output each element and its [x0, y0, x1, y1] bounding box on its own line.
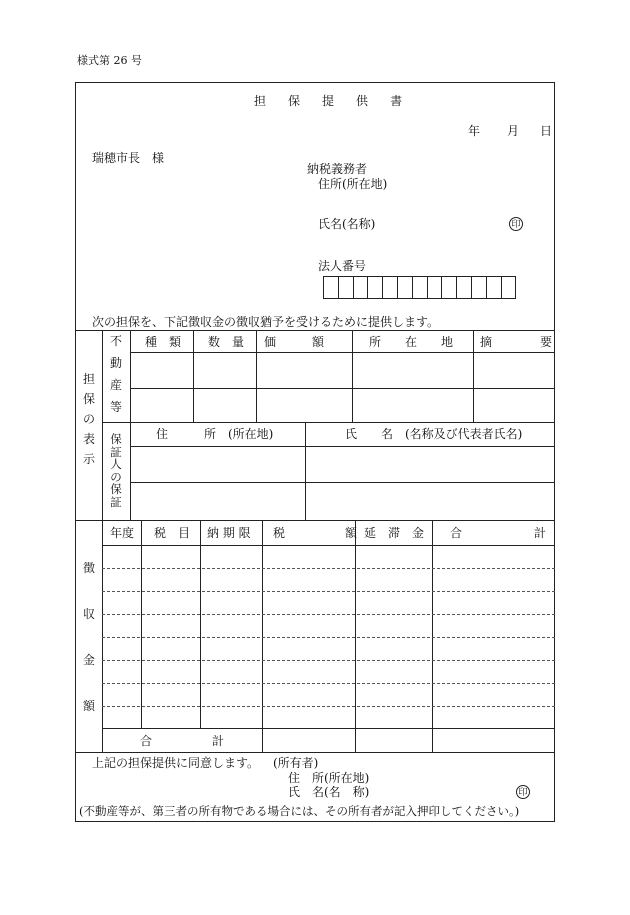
coll-header-late-fee: 延 滞 金: [364, 526, 425, 540]
taxpayer-address-label: 住所(所在地): [318, 177, 388, 191]
col-header-type: 種 類: [145, 335, 182, 349]
corp-number-box[interactable]: [427, 276, 443, 299]
form-frame: [75, 82, 555, 822]
corp-number-box[interactable]: [471, 276, 487, 299]
date-month: 月: [507, 124, 520, 138]
guarantor-header-name: 氏 名 (名称及び代表者氏名): [345, 427, 523, 441]
addressee: 瑞穂市長 様: [92, 151, 165, 165]
corp-number-box[interactable]: [382, 276, 398, 299]
taxpayer-role: 納税義務者: [307, 162, 368, 176]
owner-seal-icon: 印: [516, 785, 530, 799]
owner-address-label: 住 所(所在地): [288, 771, 370, 785]
corp-number-box[interactable]: [501, 276, 517, 299]
col-header-location: 所 在 地: [369, 335, 454, 349]
corp-number-box[interactable]: [367, 276, 383, 299]
corp-number-box[interactable]: [323, 276, 339, 299]
coll-header-due-date: 納 期 限: [207, 526, 251, 540]
guarantor-header-address: 住 所 (所在地): [156, 427, 274, 441]
owner-label: (所有者): [273, 756, 319, 770]
page-title: 担 保 提 供 書: [254, 94, 403, 108]
footnote: (不動産等が、第三者の所有物である場合には、その所有者が記入押印してください。): [79, 804, 520, 818]
corp-number-box[interactable]: [397, 276, 413, 299]
corp-number-box[interactable]: [338, 276, 354, 299]
corp-number-box[interactable]: [441, 276, 457, 299]
corp-number-box[interactable]: [412, 276, 428, 299]
coll-header-tax-amount: 税 額: [273, 526, 358, 540]
collateral-side-label: 担 保 の 表 示: [82, 372, 95, 466]
date-year: 年: [468, 124, 481, 138]
real-estate-label: 不 動 産 等: [109, 334, 122, 414]
corp-number-box[interactable]: [456, 276, 472, 299]
seal-icon: 印: [509, 217, 523, 231]
coll-header-total: 合 計: [450, 526, 547, 540]
collection-side-label: 徴 収 金 額: [82, 561, 95, 713]
coll-header-year: 年度: [110, 526, 135, 540]
consent-text: 上記の担保提供に同意します。: [92, 756, 260, 770]
coll-header-tax-item: 税 目: [154, 526, 191, 540]
form-number: 様式第 26 号: [77, 54, 142, 67]
statement: 次の担保を、下記徴収金の徴収猶予を受けるために提供します。: [92, 315, 440, 329]
guarantee-label: 保 証 人 の 保 証: [110, 432, 122, 509]
col-header-value: 価 額: [264, 335, 325, 349]
taxpayer-name-label: 氏名(名称): [318, 217, 376, 231]
owner-name-label: 氏 名(名 称): [288, 785, 370, 799]
col-header-remarks: 摘 要: [480, 335, 553, 349]
corp-number-box[interactable]: [353, 276, 369, 299]
date-day: 日: [540, 124, 553, 138]
col-header-quantity: 数 量: [208, 335, 245, 349]
corp-number-label: 法人番号: [318, 259, 367, 273]
corp-number-box[interactable]: [486, 276, 502, 299]
total-label: 合 計: [140, 734, 225, 748]
